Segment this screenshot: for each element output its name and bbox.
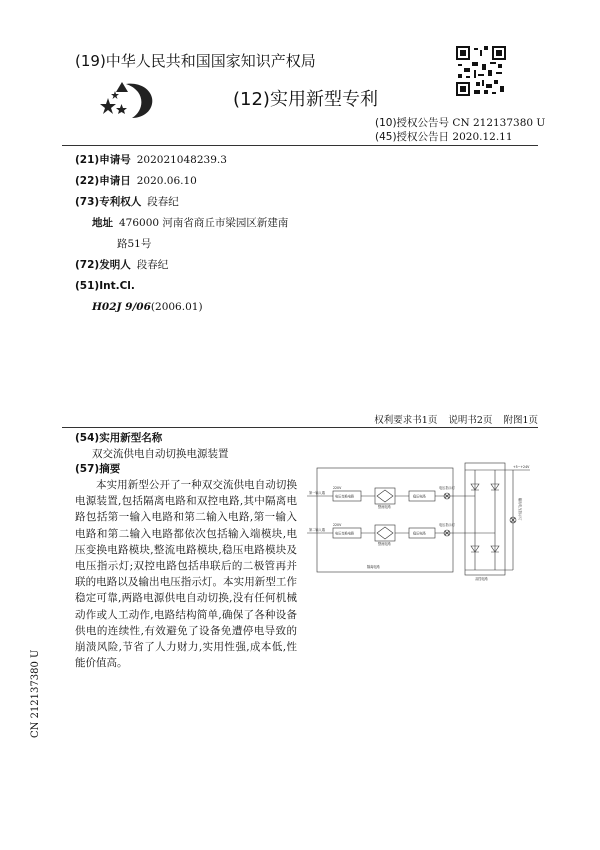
- intcl-row: [75, 276, 288, 297]
- grant-date-row: [375, 130, 545, 144]
- dual-control-box: [465, 463, 505, 575]
- application-date-label: (22)申请日: [75, 175, 131, 187]
- grant-number-label: (10)授权公告号: [375, 117, 450, 129]
- abstract-heading: (57)摘要: [75, 463, 121, 475]
- application-date-row: [75, 171, 288, 192]
- claims-pages: 权利要求书1页: [374, 415, 438, 426]
- ipc-row: [75, 297, 288, 318]
- rectifier2-label: 整流电路: [378, 542, 391, 546]
- grant-number-row: [375, 116, 545, 130]
- abstract-text: 本实用新型公开了一种双交流供电自动切换电源装置,包括隔离电路和双控电路,其中隔离电路包括第一输入电路和第二输入电路,第一输入电路和第二输入电路都依次包括输入端模块,电压变换电路模块,整流电路模块,稳压电路模块及电压指示灯;双控电路包括串联后的二极管再并联的电路以及输出电压指示灯。本实用新型工作稳定可靠,两路电源供电自动切换,没有任何机械动作或人工动作,电路结构简单,确保了各种设备供电的连续性,有效避免了设备免遭停电导致的崩溃风险,节省了人力财力,实用性强,成本低,性能价值高。: [75, 479, 297, 670]
- inventor-row: [75, 255, 288, 276]
- grant-date-label: (45)授权公告日: [375, 131, 450, 143]
- isolation-label: 隔离电路: [367, 565, 380, 569]
- grant-date: 2020.12.11: [452, 131, 513, 143]
- indicator1-label: 电压指示灯: [439, 486, 455, 490]
- drawings-pages: 附图1页: [503, 415, 538, 426]
- page-counts: [374, 412, 538, 426]
- inventor: 段春纪: [136, 259, 169, 271]
- bibliographic-data: [75, 150, 288, 318]
- application-number-row: [75, 150, 288, 171]
- indicator2-label: 电压指示灯: [439, 523, 455, 527]
- description-pages: 说明书2页: [448, 415, 493, 426]
- address-line1: 476000 河南省商丘市梁园区新建南: [119, 217, 289, 229]
- address-row: [75, 213, 288, 234]
- inventor-label: (72)发明人: [75, 259, 131, 271]
- dual-control-label: 双控电路: [475, 577, 488, 581]
- application-number: 202021048239.3: [136, 154, 227, 166]
- patent-type-title: (12)实用新型专利: [233, 89, 378, 110]
- regulator1-label: 稳压电路: [413, 494, 426, 499]
- rectifier1-label: 整流电路: [378, 505, 391, 509]
- address-label: 地址: [92, 217, 113, 229]
- cnipa-emblem-icon: [98, 78, 160, 120]
- title-section-heading: (54)实用新型名称: [75, 432, 163, 444]
- v220-2-label: 220V: [333, 523, 342, 527]
- qr-code-icon: [456, 46, 506, 96]
- regulator2-label: 稳压电路: [413, 531, 426, 536]
- publication-info: [375, 116, 545, 144]
- v220-1-label: 220V: [333, 486, 342, 490]
- ipc-version: (2006.01): [150, 301, 203, 313]
- transform2-label: 电压变换电路: [335, 531, 355, 536]
- pages-rule: [62, 427, 538, 428]
- patentee: 段春纪: [147, 196, 179, 208]
- patentee-row: [75, 192, 288, 213]
- output-indicator-label: 输出电压指示灯: [518, 498, 522, 521]
- address-line2: 路51号: [117, 238, 152, 250]
- grant-number: CN 212137380 U: [452, 117, 546, 129]
- abstract-section-label: [75, 461, 120, 476]
- intcl-label: (51)Int.Cl.: [75, 280, 135, 292]
- patentee-label: (73)专利权人: [75, 196, 142, 208]
- voltage-top-label: +5~+24V: [513, 465, 530, 469]
- ipc-code: H02J 9/06: [92, 301, 151, 313]
- application-date: 2020.06.10: [136, 175, 197, 187]
- title-section-label: [75, 430, 162, 445]
- input2-label: 第二输入端: [309, 528, 325, 532]
- utility-title: 双交流供电自动切换电源装置: [92, 448, 229, 460]
- input1-label: 第一输入端: [309, 491, 325, 495]
- header-rule: [62, 145, 538, 146]
- isolation-circuit-box: [317, 468, 453, 572]
- circuit-figure: [305, 458, 540, 583]
- transform1-label: 电压变换电路: [335, 494, 355, 499]
- application-number-label: (21)申请号: [75, 154, 131, 166]
- issuing-office: (19)中华人民共和国国家知识产权局: [75, 52, 316, 70]
- side-publication-number: CN 212137380 U: [30, 649, 41, 738]
